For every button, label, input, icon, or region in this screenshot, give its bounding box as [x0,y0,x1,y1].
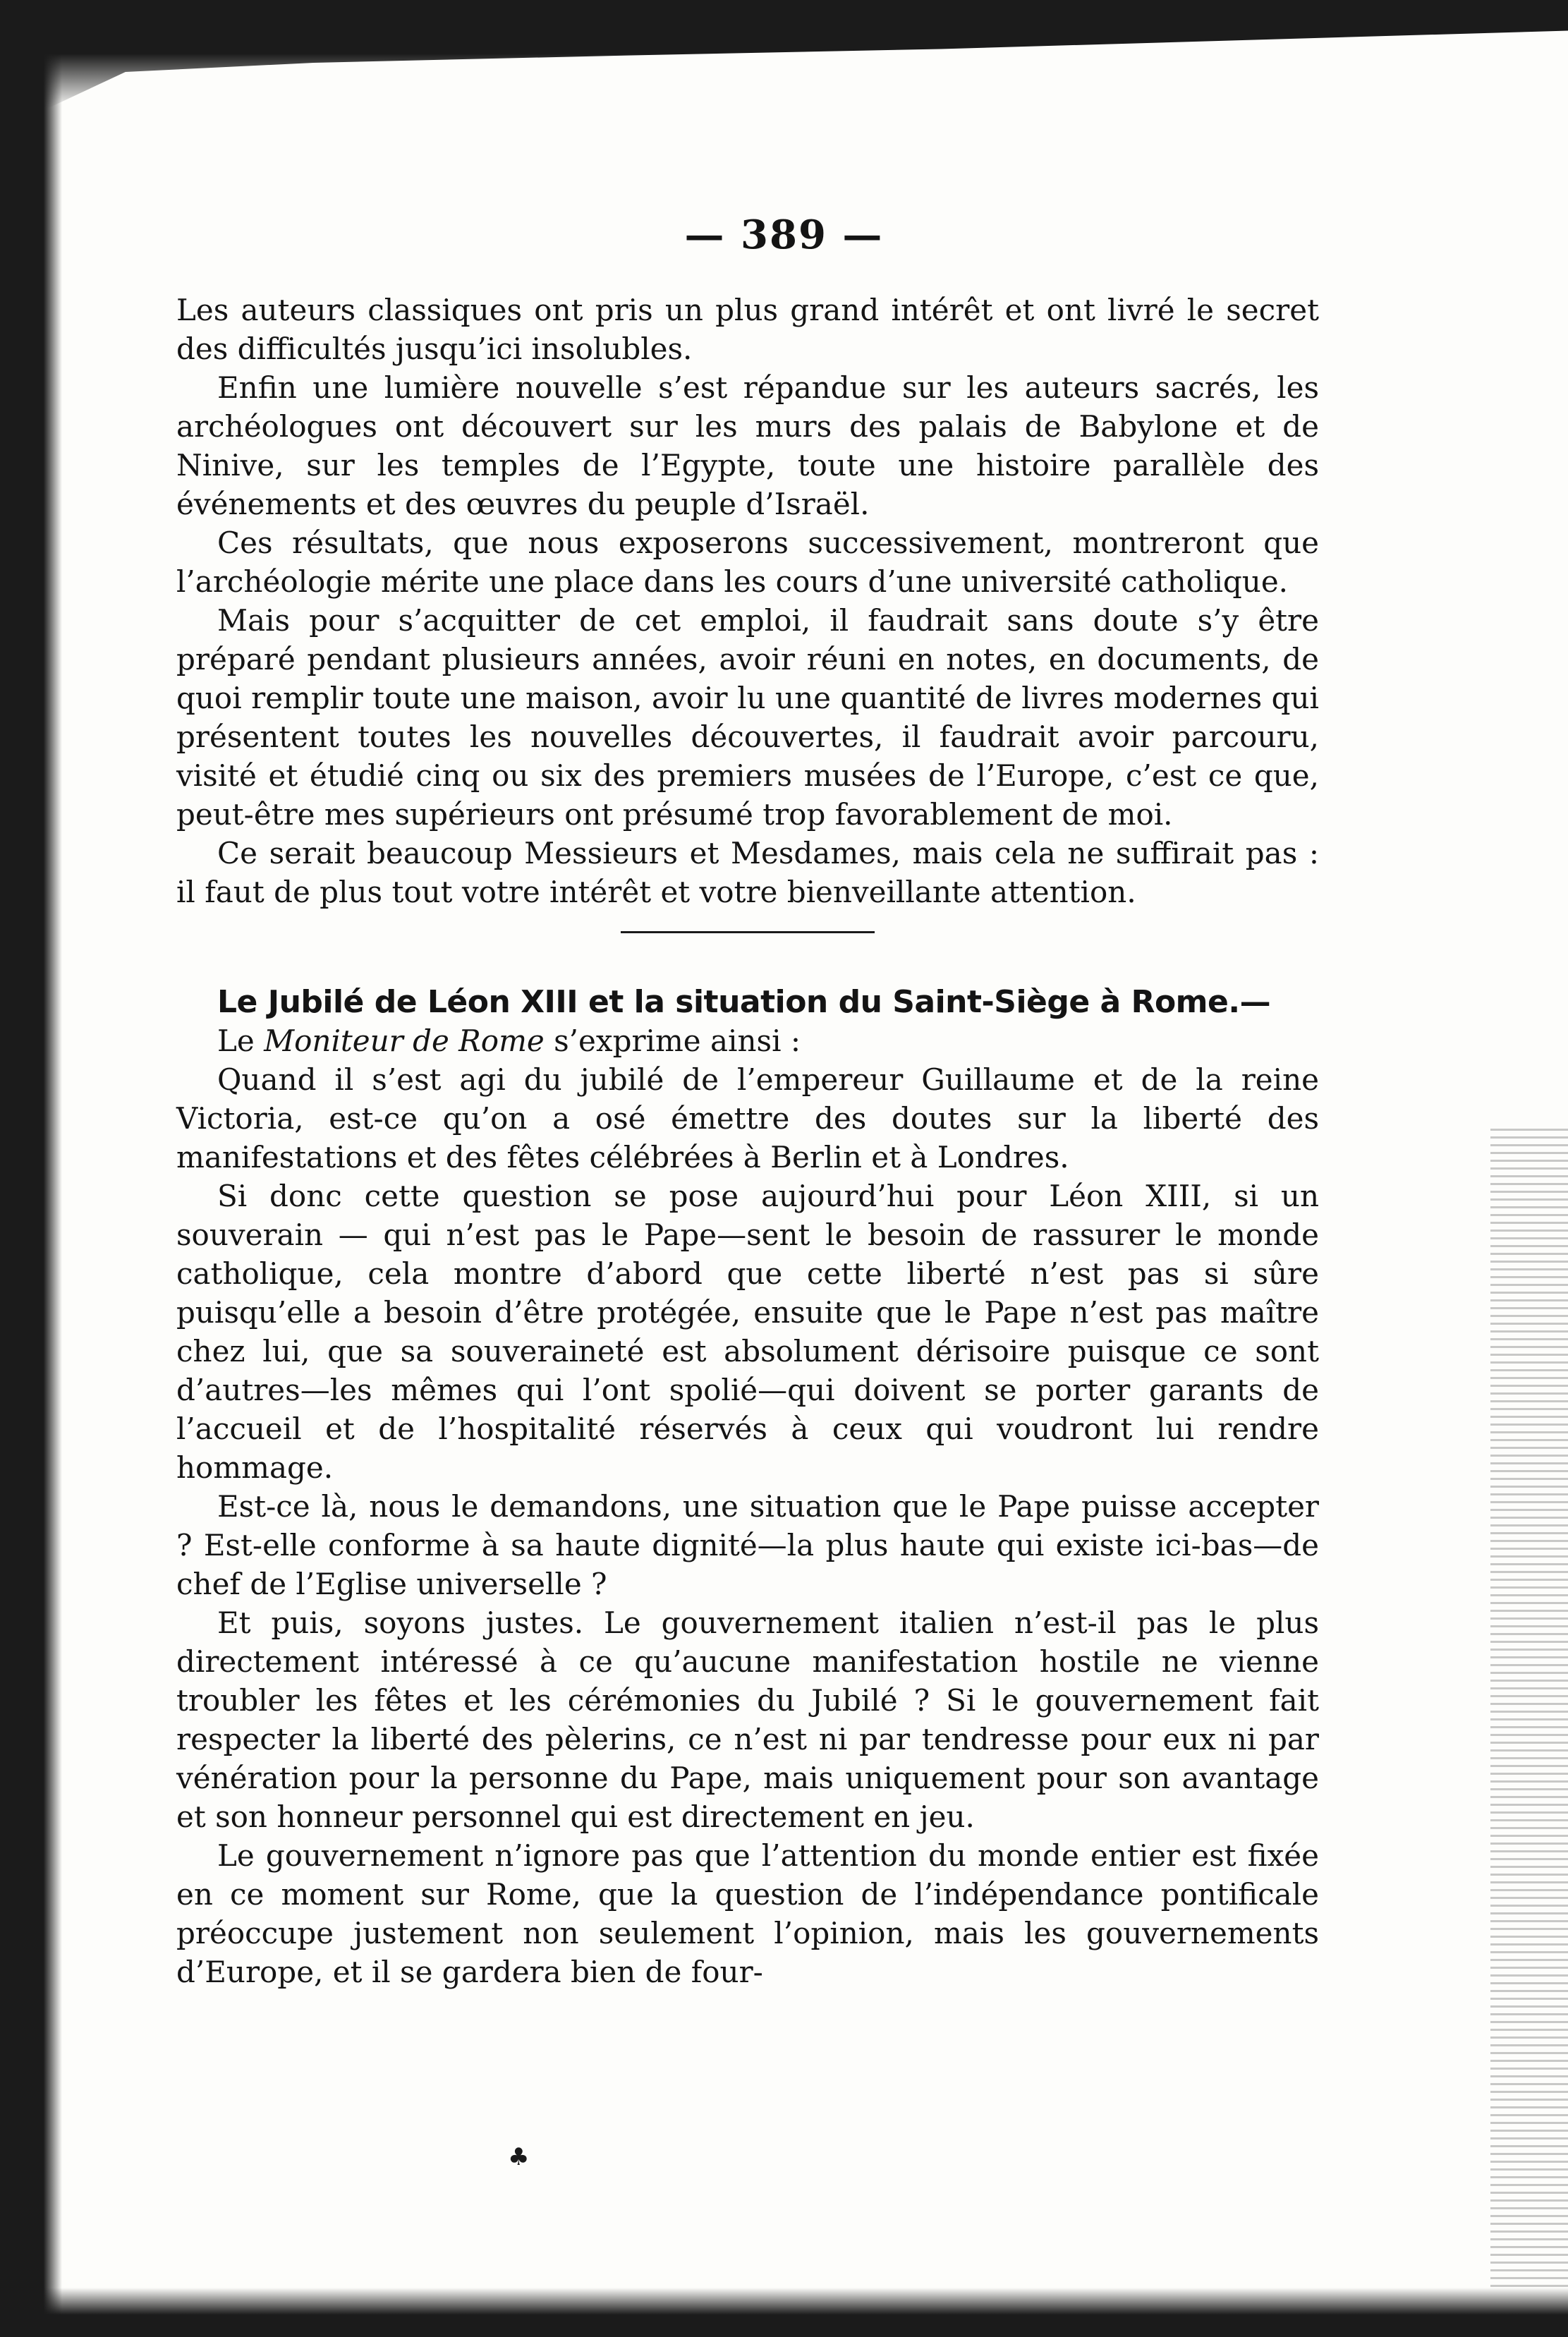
page-number: — 389 — [684,212,884,258]
section-divider [621,931,875,933]
paragraph-intro-2: Enfin une lumière nouvelle s’est répandue sur les auteurs sacrés, les archéologues ont découvert sur les murs des palais de Babylone et de Ninive, sur les temples de l’Egypte, toute une histoire parallèle des événements et des œuvres du peuple d’Israël. [176,370,1319,521]
scan-border-bottom [0,2288,1568,2337]
lead-prefix: Le [217,1024,265,1058]
printer-ornament-icon: ♣ [508,2143,530,2171]
article-lead [176,1021,1319,1060]
lead-source: Moniteur de Rome [264,1024,545,1058]
article-paragraph-5: Le gouvernement n’ignore pas que l’attention du monde entier est fixée en ce moment sur Rome, que la question de l’indépendance pontificale préoccupe justement non seulement l’opinion, mais les gouvernements d’Europe, et il se gardera bien de four- [176,1838,1319,1989]
article-paragraph-4: Et puis, soyons justes. Le gouvernement italien n’est-il pas le plus directement intéressé à ce qu’aucune manifestation hostile ne vienne troubler les fêtes et les cérémonies du Jubilé ? Si le gouvernement fait respecter la liberté des pèlerins, ce n’est ni par tendresse pour eux ni par vénération pour la personne du Pape, mais uniquement pour son avantage et son honneur personnel qui est directement en jeu. [176,1605,1319,1834]
paragraph-intro-3: Ces résultats, que nous exposerons successivement, montreront que l’archéologie mérite une place dans les cours d’une université catholique. [176,526,1319,599]
article-paragraph-3: Est-ce là, nous le demandons, une situation que le Pape puisse accepter ? Est-elle conforme à sa haute dignité—la plus haute qui existe ici-bas—de chef de l’Eglise universelle ? [176,1489,1319,1601]
article-paragraph-1: Quand il s’est agi du jubilé de l’empereur Guillaume et de la reine Victoria, est-ce qu’on a osé émettre des doutes sur la liberté des manifestations et des fêtes célébrées à Berlin et à Londres. [176,1062,1319,1174]
scan-border-top-torn [0,17,1568,109]
paragraph-intro-5: Ce serait beaucoup Messieurs et Mesdames, mais cela ne suffirait pas : il faut de plus tout votre intérêt et votre bienveillante attention. [176,836,1319,909]
scan-bleed-right [1490,1129,1568,2293]
page-text [176,291,1319,1991]
paragraph-intro-4: Mais pour s’acquitter de cet emploi, il faudrait sans doute s’y être préparé pendant plusieurs années, avoir réuni en notes, en documents, de quoi remplir toute une maison, avoir lu une quantité de livres modernes qui présentent toutes les nouvelles découvertes, il faudrait avoir parcouru, visité et étudié cinq ou six des premiers musées de l’Europe, c’est ce que, peut-être mes supérieurs ont présumé trop favorablement de moi. [176,603,1319,832]
article-paragraph-2: Si donc cette question se pose aujourd’hui pour Léon XIII, si un souverain — qui n’est pas le Pape—sent le besoin de rassurer le monde catholique, cela montre d’abord que cette liberté n’est pas si sûre puisqu’elle a besoin d’être protégée, ensuite que le Pape n’est pas maître chez lui, que sa souveraineté est absolument dérisoire puisque ce sont d’autres—les mêmes qui l’ont spolié—qui doivent se porter garants de l’accueil et de l’hospitalité réservés à ceux qui voudront lui rendre hommage. [176,1179,1319,1485]
scan-border-top [0,0,1568,17]
article-heading: Le Jubilé de Léon XIII et la situation du Saint-Siège à Rome.— [217,984,1271,1020]
lead-suffix: s’exprime ainsi : [544,1024,801,1058]
scan-border-left [0,0,62,2337]
paragraph-intro-1: Les auteurs classiques ont pris un plus grand intérêt et ont livré le secret des difficultés jusqu’ici insolubles. [176,293,1319,366]
